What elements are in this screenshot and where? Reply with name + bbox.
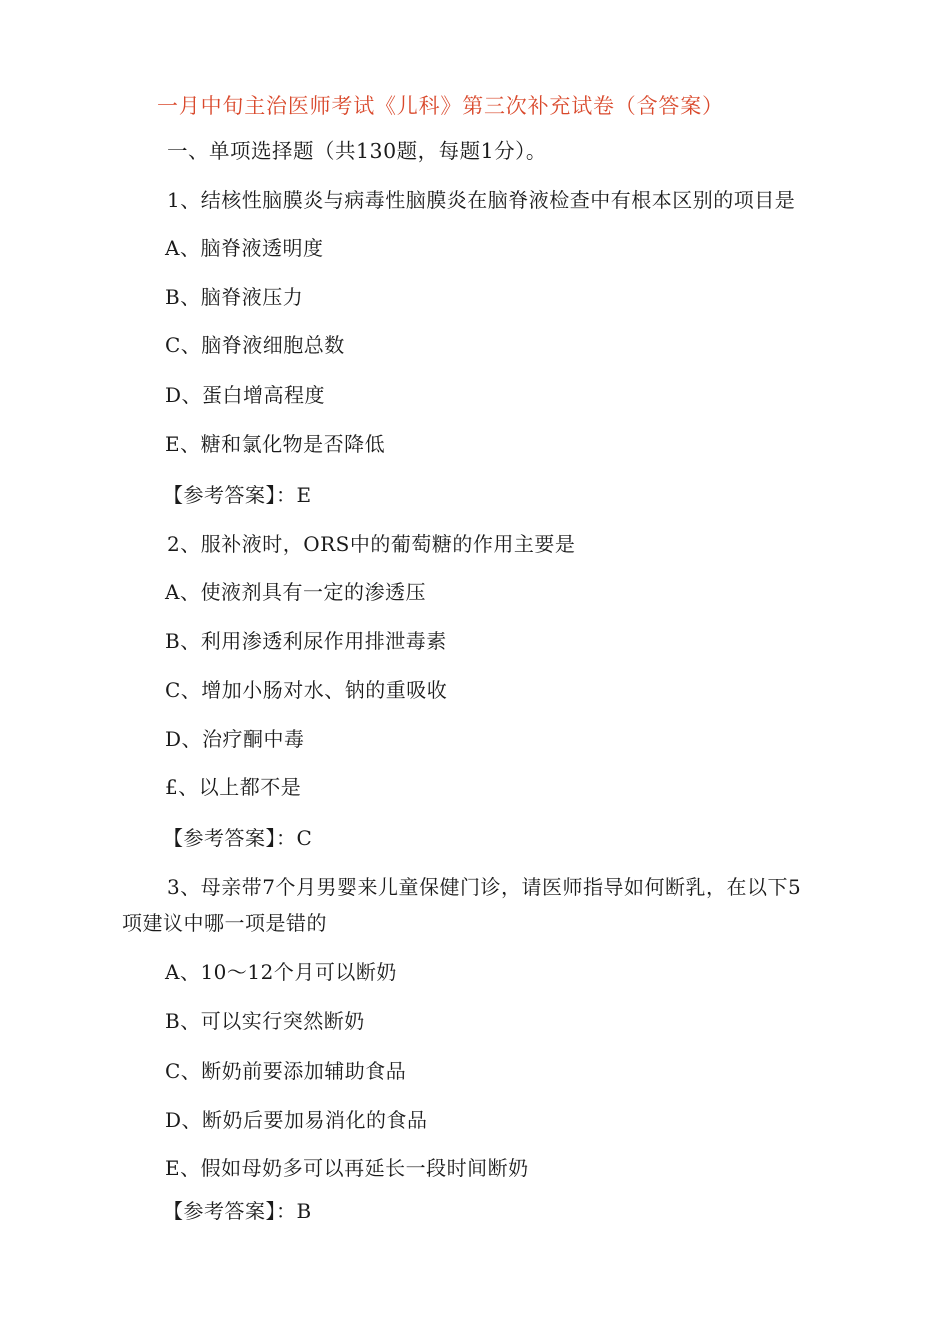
section-heading: 一、单项选择题（共130题，每题1分）。: [167, 139, 547, 163]
question-3-option-b: B、可以实行突然断奶: [165, 1009, 365, 1033]
question-2-option-e: £、以上都不是: [165, 775, 302, 799]
question-2-option-c: C、增加小肠对水、钠的重吸收: [165, 678, 448, 702]
question-3-option-d: D、断奶后要加易消化的食品: [165, 1108, 428, 1132]
question-2-stem: 2、服补液时，ORS中的葡萄糖的作用主要是: [167, 532, 576, 556]
question-3-answer: 【参考答案】：B: [163, 1199, 312, 1223]
question-3-stem-line-2: 项建议中哪一项是错的: [122, 911, 327, 935]
question-2-option-a: A、使液剂具有一定的渗透压: [165, 580, 426, 604]
document-title: 一月中旬主治医师考试《儿科》第三次补充试卷（含答案）: [157, 94, 724, 118]
question-3-stem-line-1: 3、母亲带7个月男婴来儿童保健门诊，请医师指导如何断乳，在以下5: [167, 875, 802, 899]
question-1-option-c: C、脑脊液细胞总数: [165, 333, 345, 357]
question-2-answer: 【参考答案】：C: [163, 826, 313, 850]
question-3-option-e: E、假如母奶多可以再延长一段时间断奶: [165, 1156, 529, 1180]
question-1-option-a: A、脑脊液透明度: [165, 236, 324, 260]
question-3-option-c: C、断奶前要添加辅助食品: [165, 1059, 407, 1083]
question-1-option-b: B、脑脊液压力: [165, 285, 304, 309]
question-1-answer: 【参考答案】：E: [163, 483, 312, 507]
question-3-option-a: A、10〜12个月可以断奶: [165, 960, 397, 984]
question-2-option-d: D、治疗酮中毒: [165, 727, 305, 751]
question-1-option-d: D、蛋白增高程度: [165, 383, 326, 407]
question-2-option-b: B、利用渗透利尿作用排泄毒素: [165, 629, 447, 653]
question-1-option-e: E、糖和氯化物是否降低: [165, 432, 386, 456]
question-1-stem: 1、结核性脑膜炎与病毒性脑膜炎在脑脊液检查中有根本区别的项目是: [167, 188, 796, 212]
